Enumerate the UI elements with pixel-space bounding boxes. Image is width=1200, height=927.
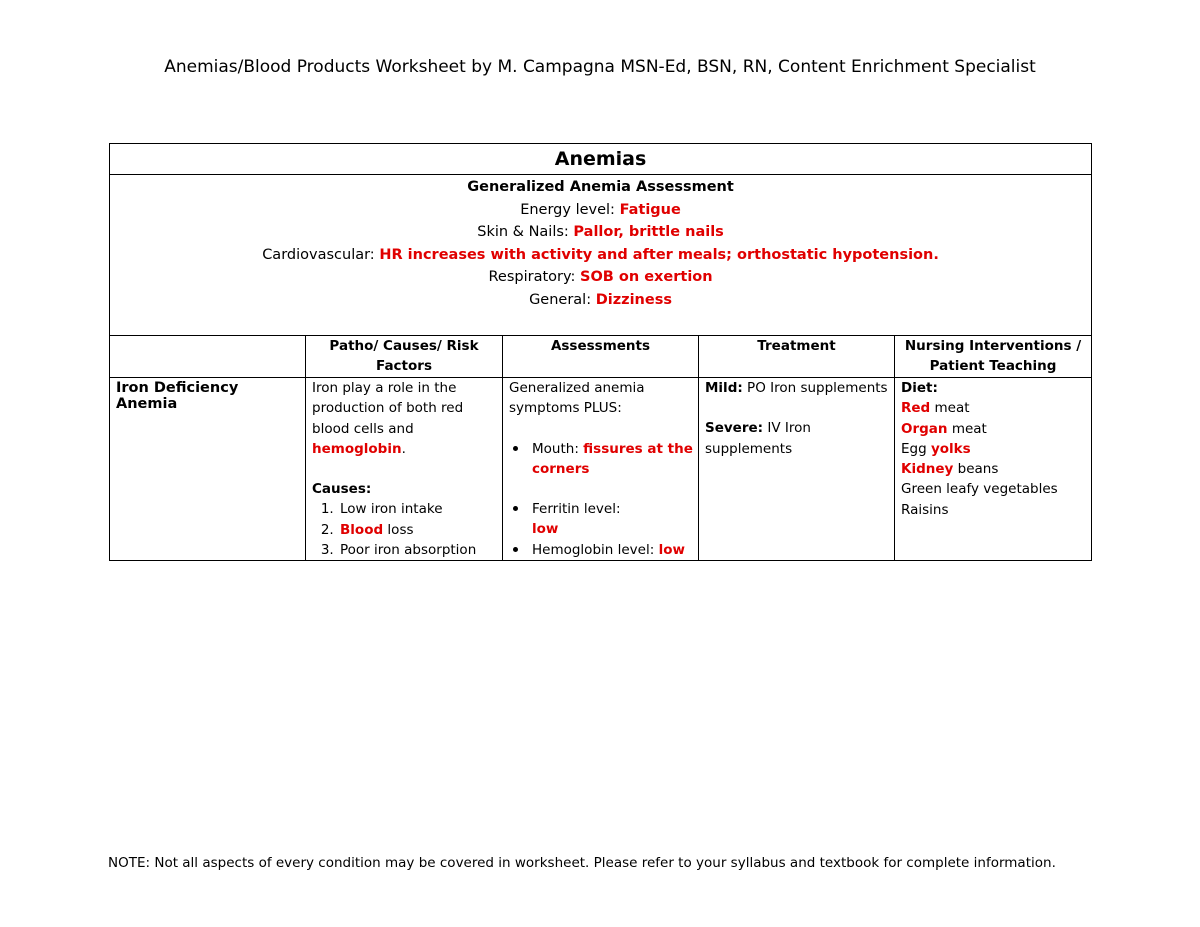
list-item: Green leafy vegetables — [901, 481, 1058, 498]
general-line: Energy level: Fatigue — [520, 201, 681, 218]
column-header-treatment: Treatment — [699, 336, 895, 378]
column-header-nursing: Nursing Interventions / Patient Teaching — [895, 336, 1092, 378]
treatment-mild: Mild: PO Iron supplements — [705, 380, 888, 396]
assessments-cell — [503, 378, 699, 561]
general-line: Respiratory: SOB on exertion — [488, 269, 713, 285]
column-header-patho: Patho/ Causes/ Risk Factors — [306, 336, 503, 378]
row-name: Iron Deficiency Anemia — [110, 378, 306, 561]
causes-label: Causes: — [312, 481, 372, 498]
causes-list — [312, 499, 498, 560]
treatment-severe: Severe: IV Iron supplements — [705, 420, 811, 457]
column-header — [110, 336, 306, 378]
list-item: 1. Low iron intake — [338, 499, 498, 519]
table-row — [110, 378, 1092, 561]
list-item: Egg yolks — [901, 440, 971, 457]
column-header-assessments: Assessments — [503, 336, 699, 378]
list-item: Hemoglobin level: low — [509, 540, 694, 560]
list-item: Ferritin level: low — [509, 499, 694, 540]
list-item: 2. Blood loss — [338, 520, 498, 540]
list-item: Mouth: fissures at the corners — [509, 439, 694, 480]
general-heading: Generalized Anemia Assessment — [467, 179, 734, 195]
table-title: Anemias — [110, 144, 1092, 175]
list-item: Red meat — [901, 400, 970, 417]
nursing-cell — [895, 378, 1092, 561]
general-line: Cardiovascular: HR increases with activity and after meals; orthostatic hypotension. — [262, 246, 939, 263]
general-line: General: Dizziness — [529, 291, 672, 308]
treatment-cell — [699, 378, 895, 561]
footer-note: NOTE: Not all aspects of every condition may be covered in worksheet. Please refer to your syllabus and textbook for complete information. — [108, 855, 1056, 871]
anemias-table — [109, 143, 1092, 561]
list-item: Kidney beans — [901, 461, 999, 478]
patho-cell — [306, 378, 503, 561]
general-line: Skin & Nails: Pallor, brittle nails — [477, 224, 724, 240]
patho-text: Iron play a role in the production of both red blood cells and hemoglobin. — [312, 380, 464, 457]
assessments-intro: Generalized anemia symptoms PLUS: — [509, 380, 645, 417]
general-assessment — [110, 175, 1092, 336]
diet-label: Diet: — [901, 380, 938, 396]
list-item: Organ meat — [901, 420, 987, 437]
document-header: Anemias/Blood Products Worksheet by M. Campagna MSN-Ed, BSN, RN, Content Enrichment Specialist — [164, 57, 1036, 77]
list-item: 3. Poor iron absorption — [338, 540, 498, 560]
list-item: Raisins — [901, 501, 949, 518]
column-header-row — [110, 336, 1092, 378]
